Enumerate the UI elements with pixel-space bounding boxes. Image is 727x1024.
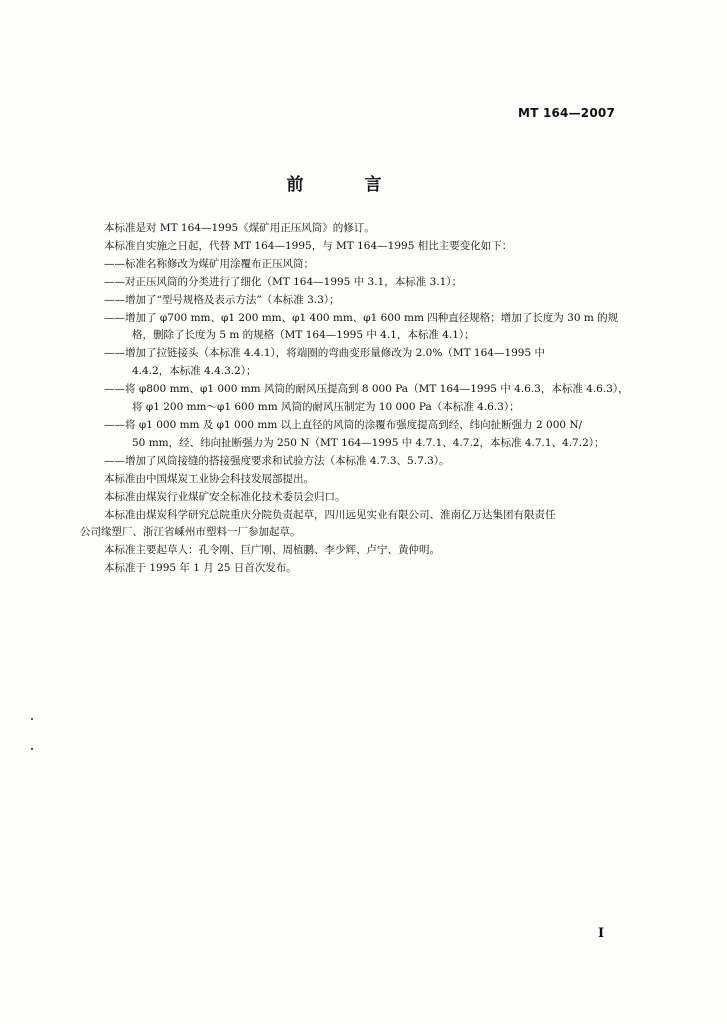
change-item-continuation: 将 φ1 200 mm～φ1 600 mm 风筒的耐风压制定为 10 000 Pa（本标准 4.6.3）；: [132, 401, 520, 414]
change-item: ——标准名称修改为煤矿用涂覆布正压风筒；: [104, 257, 314, 270]
paragraph-replaces: 本标准自实施之日起，代替 MT 164—1995，与 MT 164—1995 相比主要变化如下：: [104, 239, 513, 252]
paragraph-drafted-by-continuation: 公司缘塑厂、浙江省嵊州市塑料一厂参加起草。: [80, 526, 301, 539]
page-title: 前 言: [286, 175, 404, 195]
change-item: ——对正压风筒的分类进行了细化（MT 164—1995 中 3.1，本标准 3.1）；: [104, 275, 463, 288]
page-number: I: [598, 926, 605, 941]
scan-speck: [31, 748, 33, 750]
paragraph-first-published: 本标准于 1995 年 1 月 25 日首次发布。: [104, 562, 297, 575]
change-item: ——增加了风筒接缝的搭接强度要求和试验方法（本标准 4.7.3、5.7.3）。: [104, 454, 450, 467]
paragraph-proposed-by: 本标准由中国煤炭工业协会科技发展部提出。: [104, 472, 314, 485]
paragraph-main-drafters: 本标准主要起草人：孔令刚、巨广刚、周植鹏、李少辉、卢宁、黄仲明。: [104, 544, 440, 557]
change-item: ——将 φ800 mm、φ1 000 mm 风筒的耐风压提高到 8 000 Pa（MT 164—1995 中 4.6.3，本标准 4.6.3），: [104, 383, 629, 396]
change-item: ——增加了“型号规格及表示方法”（本标准 3.3）；: [104, 293, 340, 306]
paragraph-drafted-by: 本标准由煤炭科学研究总院重庆分院负责起草，四川远见实业有限公司、淮南亿万达集团有限责任: [104, 508, 556, 521]
change-item: ——将 φ1 000 mm 及 φ1 000 mm 以上直径的风筒的涂覆布强度提高到经、纬向扯断强力 2 000 N/: [104, 418, 583, 431]
change-item-continuation: 50 mm，经、纬向扯断强力为 250 N（MT 164—1995 中 4.7.1、4.7.2，本标准 4.7.1、4.7.2）；: [132, 436, 605, 449]
standard-code: MT 164—2007: [518, 106, 615, 120]
change-item: ——增加了 φ700 mm、φ1 200 mm、φ1 400 mm、φ1 600 mm 四种直径规格；增加了长度为 30 m 的规: [104, 311, 619, 324]
change-item-continuation: 4.4.2，本标准 4.4.3.2）；: [132, 365, 257, 378]
scan-speck: [31, 718, 33, 720]
foreword-body: [80, 220, 629, 578]
paragraph-revision-of: 本标准是对 MT 164—1995《煤矿用正压风筒》的修订。: [104, 222, 375, 234]
change-item-continuation: 格，删除了长度为 5 m 的规格（MT 164—1995 中 4.1，本标准 4.1）；: [132, 329, 475, 342]
change-item: ——增加了拉链接头（本标准 4.4.1），将端圈的弯曲变形量修改为 2.0%（MT 164—1995 中: [104, 347, 546, 360]
paragraph-under-jurisdiction: 本标准由煤炭行业煤矿安全标准化技术委员会归口。: [104, 490, 346, 503]
